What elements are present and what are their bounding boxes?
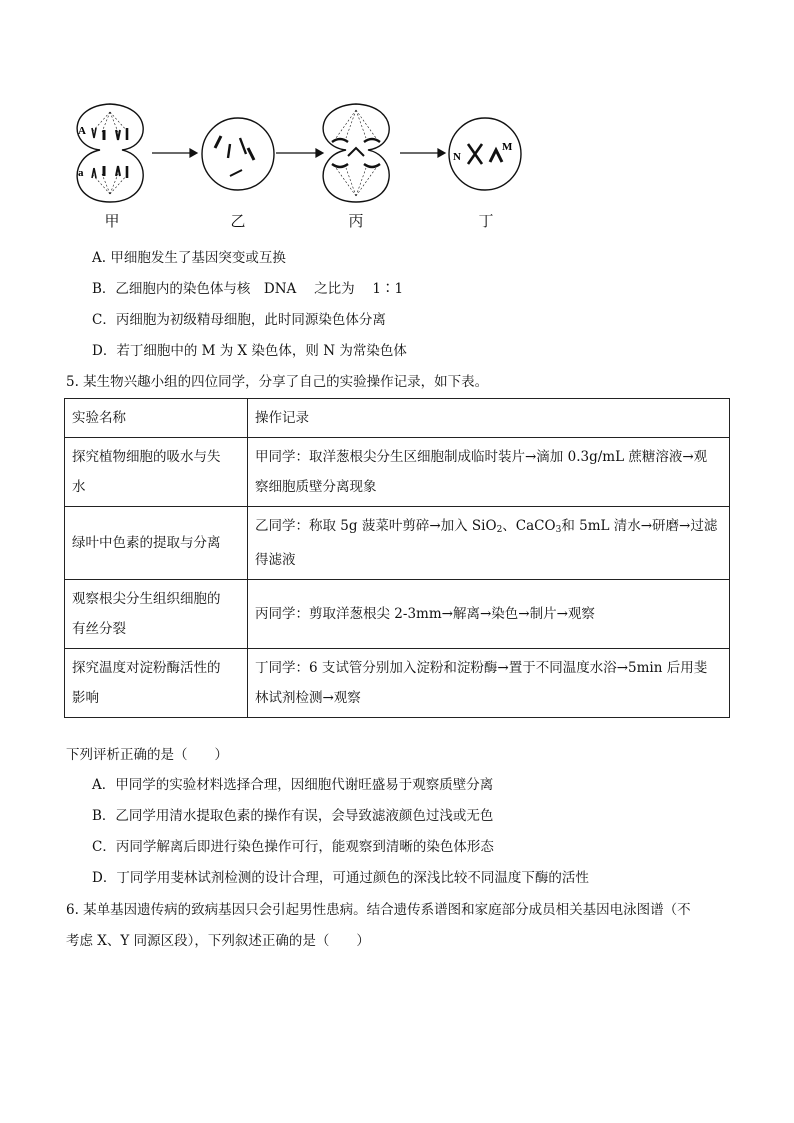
gene-a-label: a [78,167,84,179]
label-ding: 丁 [478,212,494,230]
row3-name: 观察根尖分生组织细胞的 有丝分裂 [65,580,248,649]
arrow-3 [400,149,445,157]
q5-option-b: B．乙同学用清水提取色素的操作有误，会导致滤液颜色过浅或无色 [92,808,494,824]
row1-record: 甲同学：取洋葱根尖分生区细胞制成临时装片→滴加 0.3g/mL 蔗糖溶液→观 察细胞质壁分离现象 [248,438,730,507]
cell-diagram [70,98,540,210]
q4-option-c: C．丙细胞为初级精母细胞，此时同源染色体分离 [92,312,386,328]
cell-jia [77,104,143,202]
row2-name: 绿叶中色素的提取与分离 [65,507,248,580]
cell-bing [323,104,389,202]
q5-stem: 5. 某生物兴趣小组的四位同学，分享了自己的实验操作记录，如下表。 [66,374,489,390]
gene-N-label: N [453,151,461,163]
table-header-row [65,399,730,438]
q6-stem-line1: 6. 某单基因遗传病的致病基因只会引起男性患病。结合遗传系谱图和家庭部分成员相关基因电泳图谱（不 [66,902,691,918]
gene-M-label: M [502,141,513,153]
row1-name: 探究植物细胞的吸水与失 水 [65,438,248,507]
arrow-2 [276,149,323,157]
q6-stem-line2: 考虑 X、Y 同源区段），下列叙述正确的是（ ） [66,933,370,949]
q5-option-a: A．甲同学的实验材料选择合理，因细胞代谢旺盛易于观察质壁分离 [92,777,494,793]
row2-record: 乙同学：称取 5g 菠菜叶剪碎→加入 SiO$_2$、CaCO$_3$和 5mL 清水→研磨→过滤 得滤液 [248,507,730,580]
q5-option-d: D．丁同学用斐林试剂检测的设计合理，可通过颜色的深浅比较不同温度下酶的活性 [92,870,589,886]
q4-option-a: A. 甲细胞发生了基因突变或互换 [92,250,286,266]
table-row [65,649,730,718]
table-row [65,507,730,580]
label-bing: 丙 [348,212,364,230]
gene-A-label: A [78,125,86,137]
arrow-1 [152,149,197,157]
row4-record: 丁同学：6 支试管分别加入淀粉和淀粉酶→置于不同温度水浴→5min 后用斐 林试剂检测→观察 [248,649,730,718]
table-row [65,580,730,649]
label-jia: 甲 [104,212,120,230]
cell-yi [202,118,274,190]
row4-name: 探究温度对淀粉酶活性的 影响 [65,649,248,718]
header-experiment-name: 实验名称 [65,399,248,438]
q5-option-c: C．丙同学解离后即进行染色操作可行，能观察到清晰的染色体形态 [92,839,494,855]
cell-division-figure [70,98,540,238]
header-operation-record: 操作记录 [248,399,730,438]
table-row [65,438,730,507]
experiment-table [64,398,730,718]
label-yi: 乙 [230,212,246,230]
q4-option-d: D．若丁细胞中的 M 为 X 染色体，则 N 为常染色体 [92,343,407,359]
q4-option-b: B．乙细胞内的染色体与核 DNA 之比为 1∶1 [92,281,404,297]
q5-question: 下列评析正确的是（ ） [66,747,228,763]
row3-record: 丙同学：剪取洋葱根尖 2-3mm→解离→染色→制片→观察 [248,580,730,649]
